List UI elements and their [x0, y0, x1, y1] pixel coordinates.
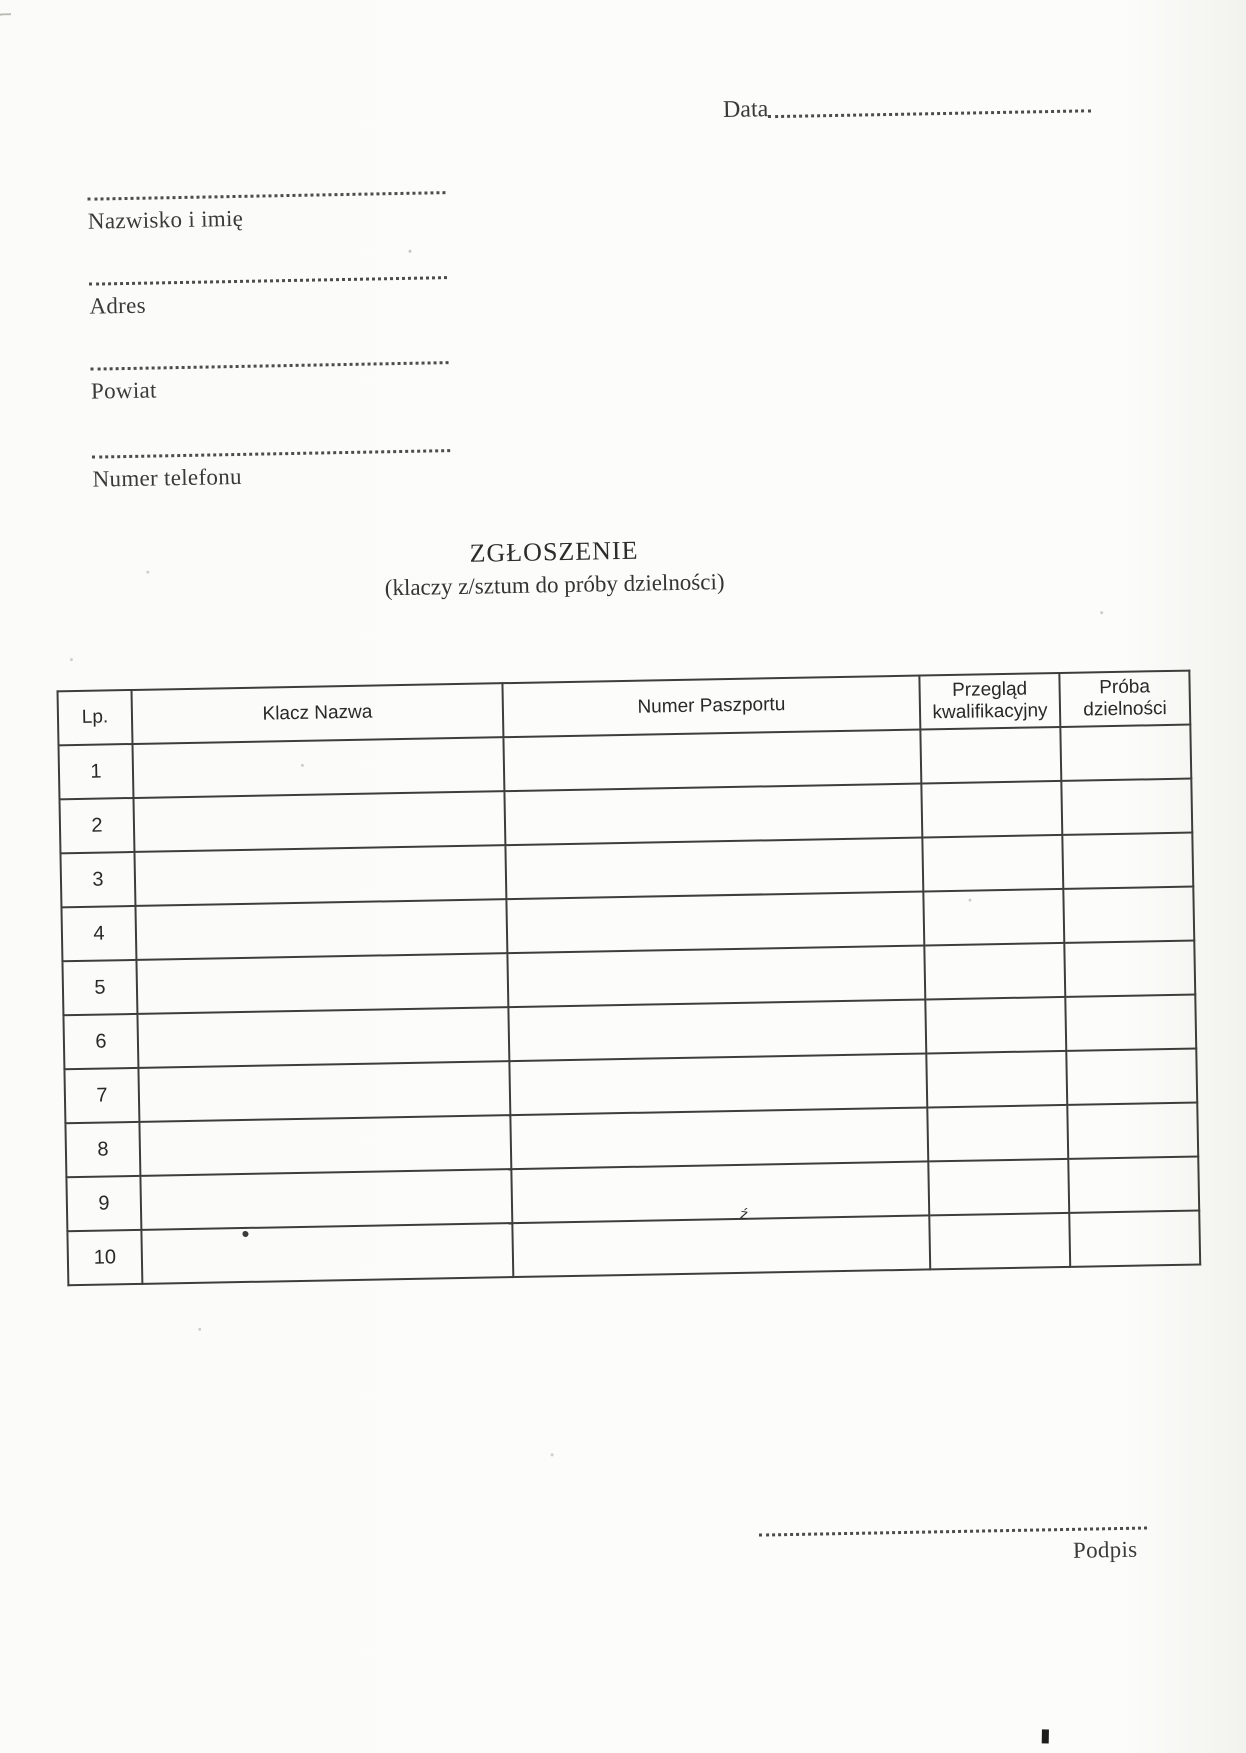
- fill-line: [87, 187, 445, 201]
- passport-cell: [504, 784, 922, 846]
- mare-name-cell: [134, 845, 506, 906]
- date-fill-line: [768, 105, 1091, 118]
- lp-cell: 8: [65, 1122, 140, 1177]
- lp-cell: 10: [67, 1230, 142, 1285]
- passport-cell: [511, 1161, 929, 1223]
- passport-cell: [509, 1053, 927, 1115]
- trial-cell: [1068, 1157, 1199, 1213]
- field-label: Powiat: [90, 377, 157, 404]
- lp-cell: 5: [62, 960, 137, 1015]
- trial-cell: [1069, 1210, 1200, 1266]
- field-address: [89, 272, 448, 320]
- review-cell: [922, 835, 1063, 892]
- trial-cell: [1067, 1103, 1198, 1159]
- scan-noise-dot: [968, 899, 971, 902]
- field-label: Numer telefonu: [92, 463, 243, 492]
- fill-line: [91, 357, 449, 371]
- review-cell: [921, 781, 1062, 838]
- mare-name-cell: [139, 1115, 511, 1176]
- fill-line: [92, 445, 450, 459]
- scan-noise-dot: [198, 1328, 201, 1331]
- scan-artifact-speck: [242, 1231, 248, 1237]
- signature-fill-line: [759, 1523, 1147, 1537]
- field-label: Nazwisko i imię: [87, 205, 244, 234]
- trial-cell: [1064, 941, 1195, 997]
- review-cell: [929, 1213, 1070, 1270]
- lp-cell: 9: [66, 1176, 141, 1231]
- scan-noise-dot: [301, 764, 304, 767]
- scan-noise-dot: [408, 250, 411, 253]
- scan-noise-dot: [70, 658, 73, 661]
- trial-cell: [1066, 1049, 1197, 1105]
- mare-name-cell: [135, 899, 507, 960]
- mare-name-cell: [137, 1007, 509, 1068]
- review-cell: [925, 997, 1066, 1054]
- review-cell: [923, 889, 1064, 946]
- field-county: [91, 357, 450, 405]
- review-cell: [924, 943, 1065, 1000]
- trial-cell: [1062, 833, 1193, 889]
- lp-cell: 1: [59, 744, 134, 799]
- passport-cell: [503, 730, 921, 792]
- lp-cell: 2: [59, 798, 134, 853]
- date-field: [723, 91, 1091, 122]
- scan-noise-dot: [146, 571, 149, 574]
- field-label: Adres: [89, 292, 147, 319]
- field-phone: [92, 445, 451, 493]
- trial-cell: [1063, 887, 1194, 943]
- passport-cell: [506, 891, 924, 953]
- lp-cell: 4: [61, 906, 136, 961]
- col-header-mare-name: Klacz Nazwa: [131, 683, 503, 744]
- mare-name-cell: [138, 1061, 510, 1122]
- scan-artifact-curl: [0, 13, 11, 28]
- review-cell: [920, 727, 1061, 784]
- form-subtitle: (klaczy z/sztum do próby dzielności): [384, 569, 725, 601]
- passport-cell: [507, 945, 925, 1007]
- form-title: ZGŁOSZENIE: [469, 535, 639, 568]
- mare-name-cell: [136, 953, 508, 1014]
- lp-cell: 6: [63, 1014, 138, 1069]
- passport-cell: [512, 1215, 930, 1277]
- col-header-passport: Numer Paszportu: [502, 676, 920, 738]
- lp-cell: 3: [60, 852, 135, 907]
- field-name-surname: [87, 187, 446, 235]
- mare-name-cell: [141, 1223, 513, 1284]
- review-cell: [926, 1051, 1067, 1108]
- form-title-block: [0, 527, 1115, 609]
- passport-cell: [508, 999, 926, 1061]
- scan-artifact-mark: ź: [739, 1206, 749, 1224]
- signature-label: Podpis: [1072, 1536, 1138, 1563]
- date-label: Data: [722, 96, 769, 124]
- lp-cell: 7: [64, 1068, 139, 1123]
- signature-field: [759, 1523, 1148, 1570]
- mare-name-cell: [140, 1169, 512, 1230]
- fill-line: [89, 272, 447, 286]
- scan-noise-dot: [551, 1453, 554, 1456]
- scan-artifact-tick: [1042, 1729, 1049, 1743]
- passport-cell: [505, 838, 923, 900]
- mare-name-cell: [132, 737, 504, 798]
- review-cell: [927, 1105, 1068, 1162]
- mares-table: [56, 670, 1201, 1287]
- scan-noise-dot: [1100, 611, 1103, 614]
- col-header-performance-trial: Próba dzielności: [1059, 671, 1190, 727]
- passport-cell: [510, 1107, 928, 1169]
- col-header-lp: Lp.: [58, 690, 133, 745]
- review-cell: [928, 1159, 1069, 1216]
- trial-cell: [1060, 725, 1191, 781]
- trial-cell: [1061, 779, 1192, 835]
- trial-cell: [1065, 995, 1196, 1051]
- mare-name-cell: [133, 791, 505, 852]
- col-header-qualifying-review: Przegląd kwalifikacyjny: [919, 673, 1060, 730]
